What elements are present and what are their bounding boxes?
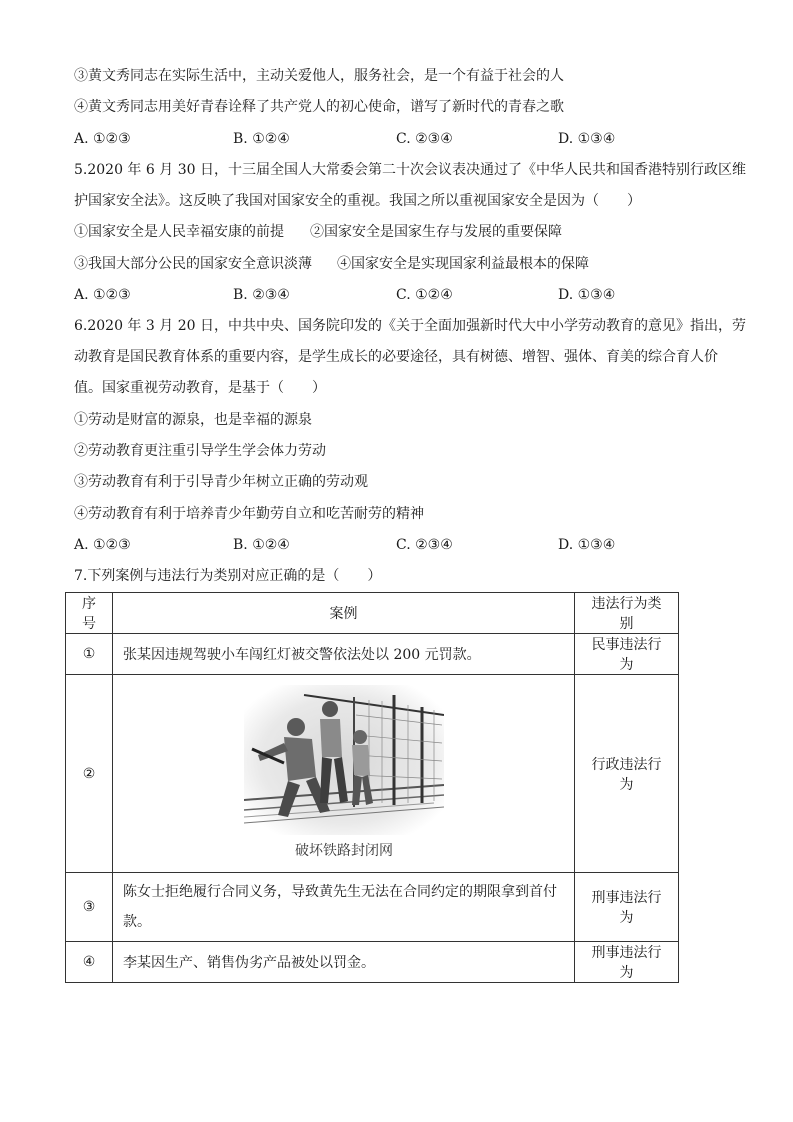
q5-options	[74, 285, 714, 305]
q6-item-4: ④劳动教育有利于培养青少年勤劳自立和吃苦耐劳的精神	[74, 506, 424, 522]
table-row	[66, 873, 679, 942]
q6-stem-line-2: 动教育是国民教育体系的重要内容，是学生成长的必要途径，具有树德、增智、强体、育美的综合育人价	[74, 349, 718, 365]
row-case: 张某因违规驾驶小车闯红灯被交警依法处以 200 元罚款。	[113, 634, 575, 675]
q5-option-b: B. ②③④	[233, 287, 290, 303]
q4-item-4: ④黄文秀同志用美好青春诠释了共产党人的初心使命，谱写了新时代的青春之歌	[74, 99, 564, 115]
header-category: 违法行为类别	[575, 593, 679, 634]
table-header-row	[66, 593, 679, 634]
row-case: 李某因生产、销售伪劣产品被处以罚金。	[113, 942, 575, 983]
row-category: 行政违法行为	[575, 675, 679, 873]
row-no: ④	[66, 942, 113, 983]
q7-stem: 7.下列案例与违法行为类别对应正确的是（ ）	[74, 568, 382, 584]
q6-option-b: B. ①②④	[233, 537, 290, 553]
q4-options	[74, 129, 714, 149]
q5-item-3: ③我国大部分公民的国家安全意识淡薄	[74, 256, 312, 272]
q5-option-c: C. ①②④	[396, 287, 453, 303]
q6-option-a: A. ①②③	[74, 537, 131, 553]
row-category: 刑事违法行为	[575, 942, 679, 983]
q6-options	[74, 535, 714, 555]
header-no: 序号	[66, 593, 113, 634]
q6-item-2: ②劳动教育更注重引导学生学会体力劳动	[74, 443, 326, 459]
q6-option-c: C. ②③④	[396, 537, 453, 553]
q4-option-c: C. ②③④	[396, 131, 453, 147]
row-case-image-cell	[113, 675, 575, 873]
q5-option-d: D. ①③④	[558, 287, 616, 303]
q6-item-1: ①劳动是财富的源泉，也是幸福的源泉	[74, 412, 312, 428]
q6-item-3: ③劳动教育有利于引导青少年树立正确的劳动观	[74, 474, 368, 490]
row-category: 民事违法行为	[575, 634, 679, 675]
railway-fence-illustration	[244, 685, 444, 863]
row-no: ③	[66, 873, 113, 942]
case-table	[65, 592, 679, 983]
q5-item-4: ④国家安全是实现国家利益最根本的保障	[337, 256, 589, 272]
image-caption: 破坏铁路封闭网	[294, 842, 393, 859]
q4-option-a: A. ①②③	[74, 131, 131, 147]
q5-stem-line-2: 护国家安全法》。这反映了我国对国家安全的重视。我国之所以重视国家安全是因为（ ）	[74, 193, 641, 209]
q5-item-1: ①国家安全是人民幸福安康的前提	[74, 224, 284, 240]
q4-item-3: ③黄文秀同志在实际生活中，主动关爱他人，服务社会，是一个有益于社会的人	[74, 68, 564, 84]
table-row	[66, 675, 679, 873]
header-case: 案例	[113, 593, 575, 634]
q6-stem-line-3: 值。国家重视劳动教育，是基于（ ）	[74, 380, 326, 396]
row-no: ②	[66, 675, 113, 873]
table-row	[66, 942, 679, 983]
row-no: ①	[66, 634, 113, 675]
table-row	[66, 634, 679, 675]
q6-option-d: D. ①③④	[558, 537, 616, 553]
q5-option-a: A. ①②③	[74, 287, 131, 303]
q6-stem-line-1: 6.2020 年 3 月 20 日，中共中央、国务院印发的《关于全面加强新时代大中小学劳动教育的意见》指出，劳	[74, 318, 746, 334]
q5-item-2: ②国家安全是国家生存与发展的重要保障	[310, 224, 562, 240]
q5-stem-line-1: 5.2020 年 6 月 30 日，十三届全国人大常委会第二十次会议表决通过了《中华人民共和国香港特别行政区维	[74, 162, 746, 178]
q4-option-d: D. ①③④	[558, 131, 616, 147]
row-category: 刑事违法行为	[575, 873, 679, 942]
row-case: 陈女士拒绝履行合同义务，导致黄先生无法在合同约定的期限拿到首付款。	[113, 873, 575, 942]
q4-option-b: B. ①②④	[233, 131, 290, 147]
